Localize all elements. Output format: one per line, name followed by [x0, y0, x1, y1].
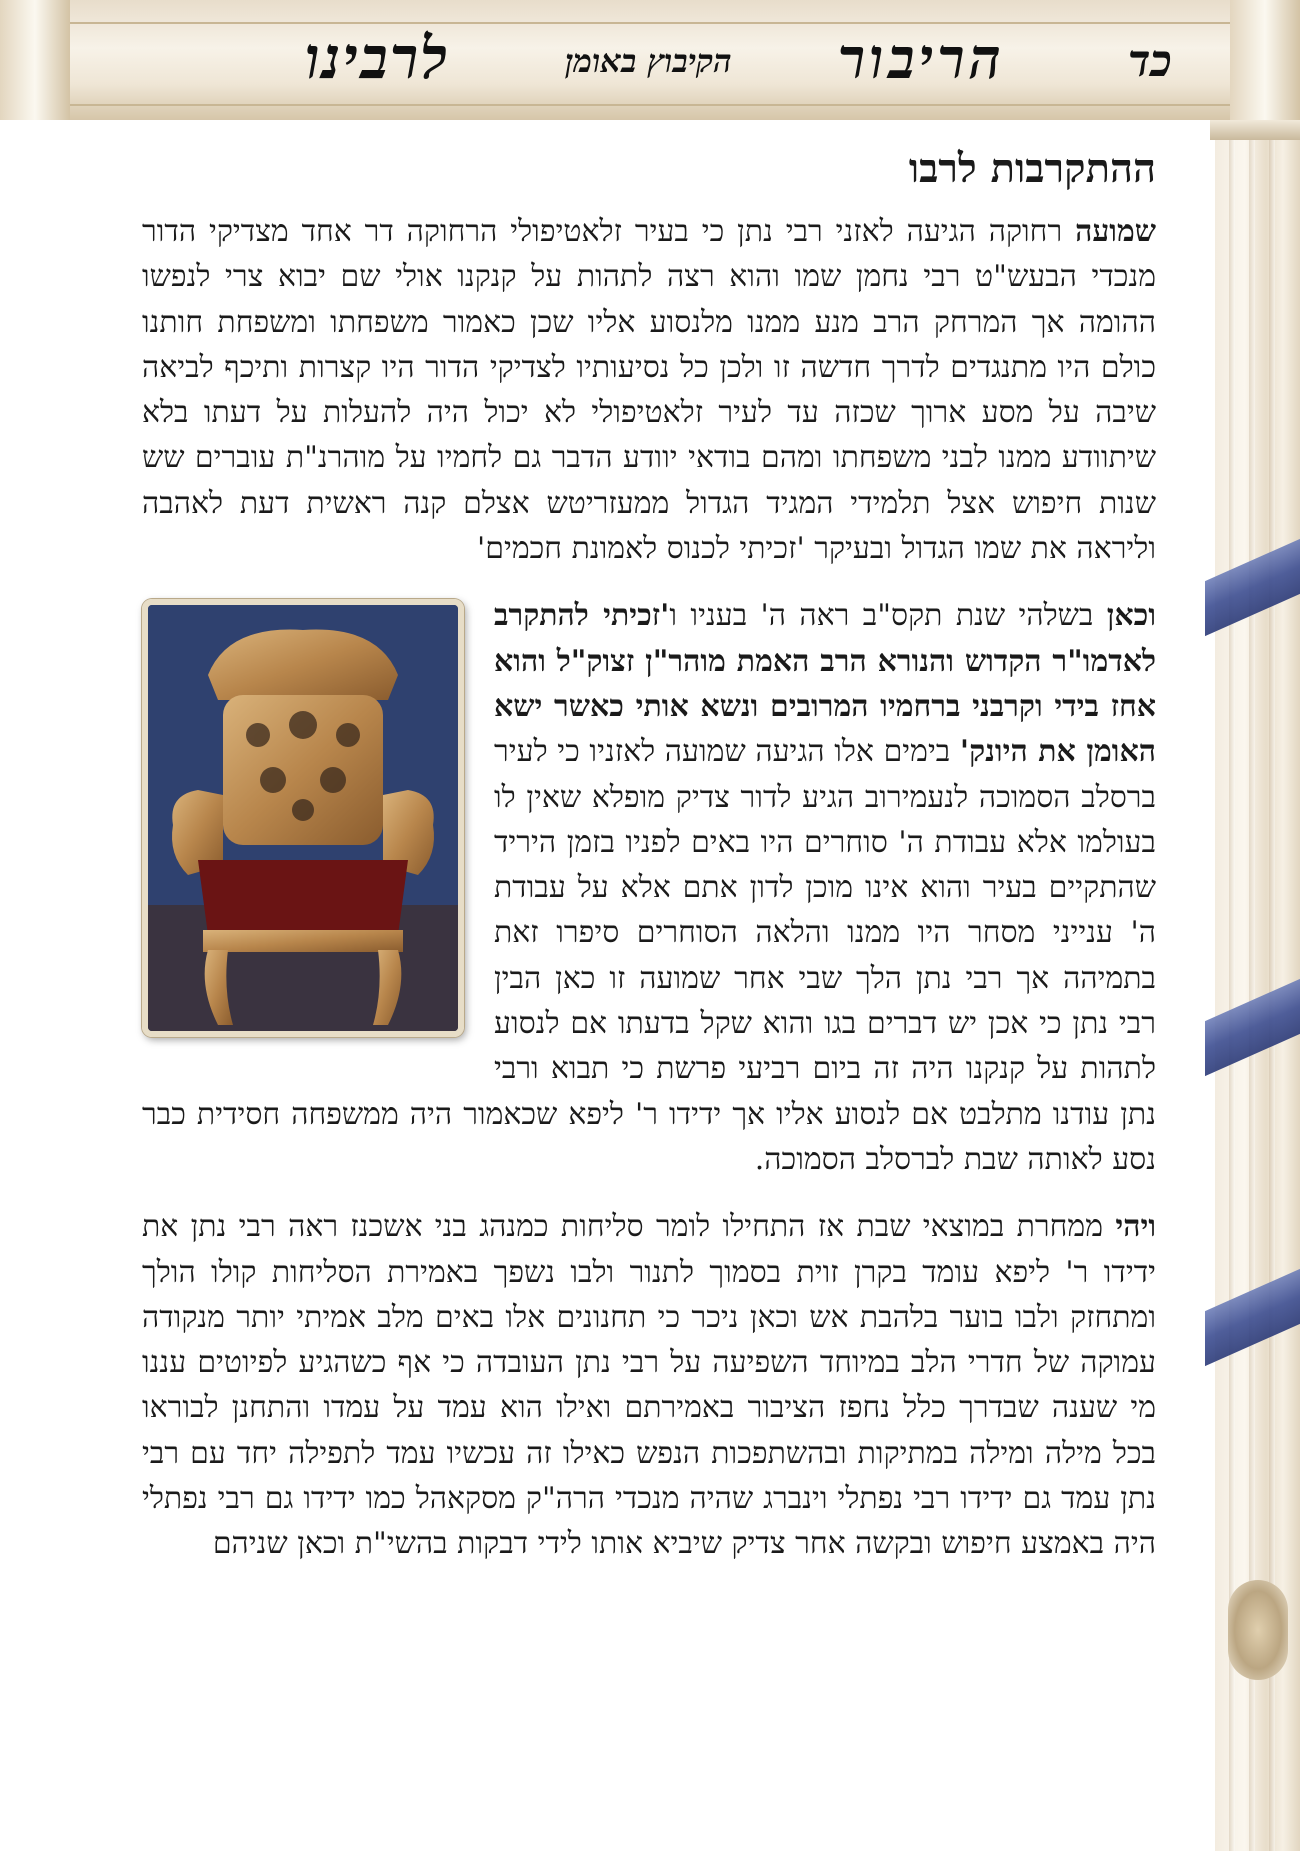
decorative-pillar — [1215, 0, 1300, 1851]
chair-photo — [142, 599, 464, 1037]
paragraph-bold-quote: 'זכיתי להתקרב לאדמו"ר הקדוש והנורא הרב האמת מוהר"ן זצוק"ל והוא אחז בידי וקרבני ברחמיו המרובים ונשא אותי כאשר ישא האומן את היונק' — [494, 598, 1156, 770]
paragraph-text: רחוקה הגיעה לאזני רבי נתן כי בעיר זלאטיפולי הרחוקה דר אחד מצדיקי הדור מנכדי הבעש"ט רבי נחמן שמו והוא רצה לתהות על קנקנו אולי שם יבוא צרי לנפשו ההומה אך המרחק הרב מנע ממנו מלנסוע אליו שכן כאמור משפחתו ומשפחת חותנו כולם היו מתנגדים לדרך חדשה זו ולכן כל נסיעותיו לצדיקי הדור היו קצרות ותיכף לביאה שיבה על מסע ארוך שכזה עד לעיר זלאטיפולי לא יכול היה להעלות על דעתו בלא שיתוודע ממנו לבני משפחתו ומהם בודאי יוודע הדבר גם לחמיו על מוהרנ"ת עוברים שש שנות חיפוש אצל תלמידי המגיד הגדול ממעזריטש אצלם קנה ראשית דעת לאהבה וליראה את שמו הגדול ובעיקר 'זכיתי לכנוס לאמונת חכמים' — [142, 214, 1156, 567]
publication-brand: לרבינו — [305, 24, 450, 92]
publication-title: הריבור — [837, 26, 1005, 92]
paragraph-text: בשלהי שנת תקס"ב ראה ה' בעניו ו — [669, 598, 1107, 634]
page-number: כד — [1127, 36, 1172, 87]
paragraph-1 — [142, 209, 1156, 571]
header-pillar-left — [0, 0, 70, 120]
paragraph-text: בימים אלו הגיעה שמועה לאזניו כי לעיר ברסלב הסמוכה לנעמירוב הגיע לדור צדיק מופלא שאין לו בעולמו אלא עבודת ה' סוחרים היו באים לפניו בזמן היריד שהתקיים בעיר והוא אינו מוכן לדון אתם אלא על עבודת ה' ענייני מסחר היו ממנו והלאה הסוחרים סיפרו זאת בתמיהה אך רבי נתן הלך שבי אחר שמועה זו כאן הבין רבי נתן כי אכן יש דברים בגו והוא שקל בדעתו אם לנסוע לתהות על קנקנו היה זה ביום רביעי פרשת כי תבוא ורבי נתן עודנו מתלבט אם לנסוע אליו אך ידידו ר' ליפא שכאמור היה ממשפחה חסידית כבר נסע לאותה שבת לברסלב הסמוכה. — [142, 734, 1156, 1177]
page-header — [0, 0, 1300, 120]
pillar-ornament — [1228, 1580, 1288, 1680]
section-title: ההתקרבות לרבו — [908, 145, 1156, 192]
publication-subtitle: הקיבוץ באומן — [565, 42, 732, 80]
carved-chair-image — [148, 605, 458, 1031]
article-body — [142, 145, 1156, 1567]
paragraph-lead-word: ויהי — [1115, 1209, 1156, 1245]
paragraph-text: ממחרת במוצאי שבת אז התחילו לומר סליחות כמנהג בני אשכנז ראה רבי נתן את ידידו ר' ליפא עומד בקרן זוית בסמוך לתנור ולבו נשפך באמירת הסליחות קולו הולך ומתחזק ולבו בוער בלהבת אש וכאן ניכר כי תחנונים אלו באים מלב אמיתי יותר מנקודה עמוקה של חדרי הלב במיוחד השפיעה על רבי נתן העובדה כי אף כשהגיע לפיוטים עננו מי שענה שבדרך כלל נחפז הציבור באמירתם ואילו הוא עמד על עמדו והתחנן לבוראו בכל מילה ומילה במתיקות ובהשתפכות הנפש כאילו זה עכשיו עמד לתפילה יחד עם רבי נתן עמד גם ידידו רבי נפתלי וינברג שהיה מנכדי הרה"ק מסקאהל כמו ידידו גם רבי נפתלי היה באמצע חיפוש ובקשה אחר צדיק שיביא אותו לידי דבקות בהשי"ת וכאן שניהם — [142, 1209, 1157, 1562]
paragraph-3 — [142, 1204, 1156, 1566]
header-pillar-right — [1230, 0, 1300, 120]
paragraph-lead-word: וכאן — [1106, 598, 1156, 634]
paragraph-lead-word: שמועה — [1075, 214, 1156, 249]
